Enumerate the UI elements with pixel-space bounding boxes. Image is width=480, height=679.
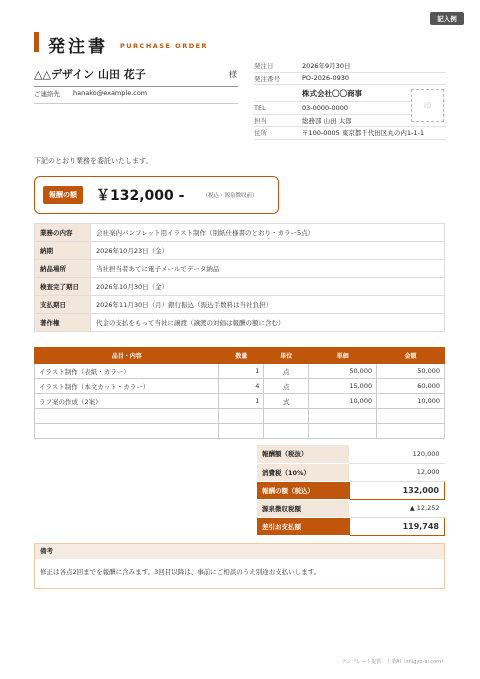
info-label: 納品場所: [35, 260, 91, 278]
item-qty: 1: [219, 364, 264, 379]
info-value: 当社担当者あてに電子メールでデータ納品: [91, 260, 445, 278]
totals-value: 12,000: [349, 463, 445, 481]
info-value: 2026年10月30日（金）: [91, 278, 445, 296]
table-row-empty: [35, 409, 445, 424]
info-row: [35, 314, 445, 332]
issuer-value: 03-0000-0000: [302, 103, 349, 112]
item-qty: 4: [219, 379, 264, 394]
item-unit: 点: [264, 364, 309, 379]
issuer-value: 総務部 山田 太郎: [302, 116, 352, 125]
totals-value: ▲ 12,252: [349, 499, 445, 517]
info-value: 2026年10月23日（金）: [91, 242, 445, 260]
amount-value: ￥132,000 -: [96, 188, 185, 204]
totals-label: 源泉徴収税額: [257, 499, 349, 517]
totals-value: 119,748: [349, 517, 445, 535]
header-qty: 数量: [219, 348, 264, 364]
issuer-row-number: [254, 73, 446, 86]
item-unit: 式: [264, 394, 309, 409]
title-accent-bar: [34, 32, 39, 52]
contact-email: hanako@example.com: [73, 89, 148, 97]
info-row: [35, 296, 445, 314]
remarks-box: [34, 543, 445, 589]
intro-text: 下記のとおり業務を委託いたします。: [34, 157, 153, 165]
order-info-table: [34, 223, 445, 332]
item-name: イラスト制作（本文カット・カラー）: [35, 379, 219, 394]
issuer-label: 担当: [254, 116, 267, 125]
issuer-row-address: [254, 127, 446, 140]
issuer-row-date: [254, 60, 446, 73]
item-price: 10,000: [309, 394, 377, 409]
item-name: イラスト制作（表紙・カラー）: [35, 364, 219, 379]
sample-badge: 記入例: [430, 12, 464, 25]
totals-table: [257, 445, 445, 536]
totals-row-payment: [257, 517, 445, 535]
header-amount: 金額: [377, 348, 445, 364]
item-price: [309, 424, 377, 439]
item-price: [309, 409, 377, 424]
item-name: [35, 409, 219, 424]
table-row: [35, 379, 445, 394]
item-unit: [264, 424, 309, 439]
info-row: [35, 242, 445, 260]
client-contact: [34, 89, 238, 104]
item-amount: 10,000: [377, 394, 445, 409]
contact-label: ご連絡先: [34, 90, 60, 98]
info-row: [35, 278, 445, 296]
header-unit: 単位: [264, 348, 309, 364]
totals-value: 120,000: [349, 445, 445, 463]
table-row: [35, 394, 445, 409]
totals-value: 132,000: [349, 481, 445, 499]
amount-label: 報酬の額: [43, 186, 83, 204]
info-row: [35, 260, 445, 278]
page-title-english: PURCHASE ORDER: [120, 42, 209, 50]
item-price: 15,000: [309, 379, 377, 394]
info-label: 納期: [35, 242, 91, 260]
items-table: [34, 347, 445, 439]
amount-note: （税込・源泉徴収前）: [202, 193, 258, 199]
item-unit: 点: [264, 379, 309, 394]
totals-label: 報酬の額（税込）: [257, 481, 349, 499]
client-honorific: 様: [229, 70, 237, 79]
table-row-empty: [35, 424, 445, 439]
issuer-value: 2026年9月30日: [302, 62, 351, 71]
issuer-value: PO-2026-0930: [302, 74, 349, 83]
item-qty: [219, 424, 264, 439]
issuer-label: 住所: [254, 129, 267, 138]
info-label: 検査完了期日: [35, 278, 91, 296]
info-label: 支払期日: [35, 296, 91, 314]
items-header-row: [35, 348, 445, 364]
remarks-text: 修正は各点2回までを報酬に含みます。3回目以降は、事前にご相談のうえ別途お支払いします。: [40, 568, 321, 576]
item-qty: [219, 409, 264, 424]
issuer-value: 〒100-0005 東京都千代田区丸の内1-1-1: [302, 129, 424, 138]
item-amount: 50,000: [377, 364, 445, 379]
item-price: 50,000: [309, 364, 377, 379]
header-price: 単価: [309, 348, 377, 364]
info-value: 会社案内パンフレット用イラスト制作（別紙仕様書のとおり・カラー5点）: [91, 224, 445, 242]
table-row: [35, 364, 445, 379]
company-seal-placeholder: 印: [411, 89, 444, 122]
info-label: 業務の内容: [35, 224, 91, 242]
item-amount: [377, 424, 445, 439]
remarks-label: 備考: [35, 544, 444, 559]
issuer-label: TEL: [254, 103, 266, 112]
totals-label: 報酬額（税抜）: [257, 445, 349, 463]
totals-row-total: [257, 481, 445, 499]
totals-label: 差引お支払額: [257, 517, 349, 535]
amount-box: [34, 176, 279, 214]
item-qty: 1: [219, 394, 264, 409]
totals-row-tax: [257, 463, 445, 481]
issuer-company-name: 株式会社〇〇商事: [302, 88, 362, 98]
info-row: [35, 224, 445, 242]
item-name: [35, 424, 219, 439]
issuer-label: 発注日: [254, 62, 274, 71]
info-value: 2026年11月30日（月）銀行振込（振込手数料は当社負担）: [91, 296, 445, 314]
footer-credit: テンプレート提供：士業AI（shigyo-ai.com）: [341, 659, 446, 665]
issuer-label: 発注番号: [254, 74, 280, 83]
item-unit: [264, 409, 309, 424]
item-name: ラフ案の作成（2案）: [35, 394, 219, 409]
item-amount: [377, 409, 445, 424]
totals-row-withholding: [257, 499, 445, 517]
totals-label: 消費税（10%）: [257, 463, 349, 481]
item-amount: 60,000: [377, 379, 445, 394]
header-item: 品目・内容: [35, 348, 219, 364]
info-value: 代金の支払をもって当社に譲渡（譲渡の対価は報酬の額に含む）: [91, 314, 445, 332]
client-name: △△デザイン 山田 花子: [34, 66, 238, 87]
page-title: 発注書: [48, 37, 108, 57]
info-label: 著作権: [35, 314, 91, 332]
totals-row-subtotal: [257, 445, 445, 463]
